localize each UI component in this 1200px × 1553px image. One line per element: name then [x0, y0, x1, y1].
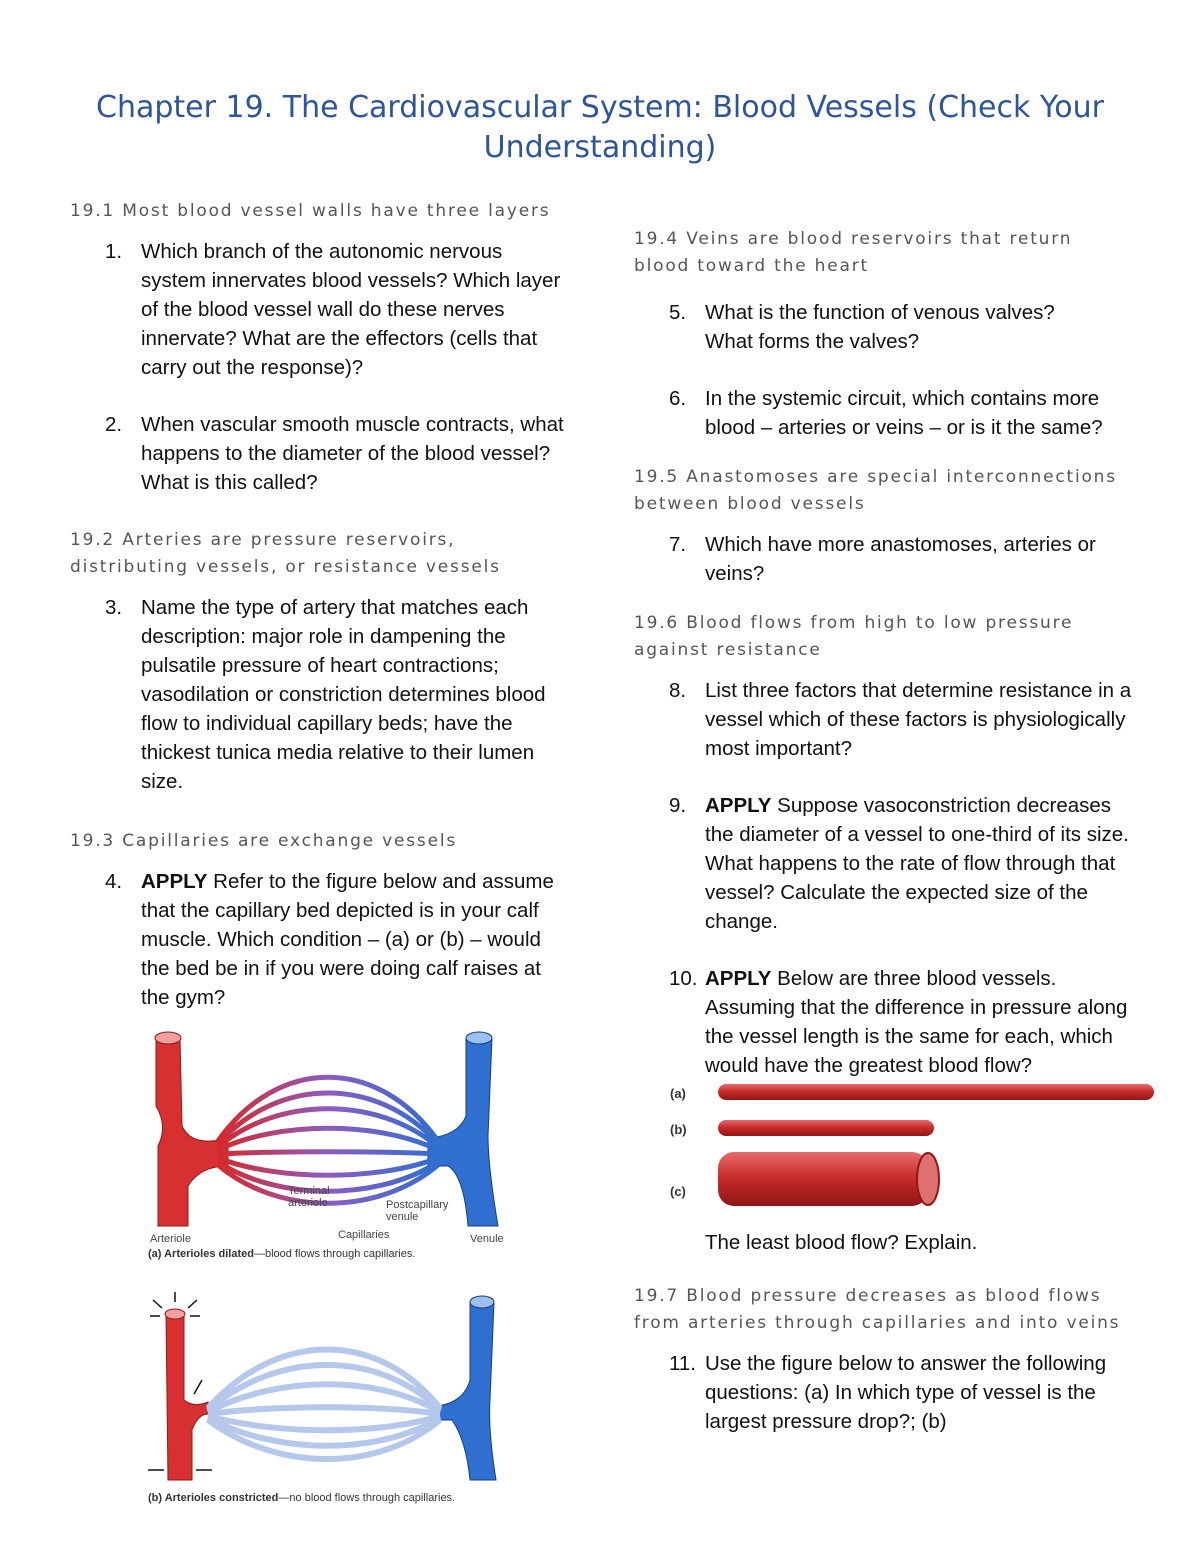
arteriole-opening	[155, 1032, 181, 1044]
section-heading-19-3: 19.3 Capillaries are exchange vessels	[70, 831, 458, 851]
vessel-c-opening	[917, 1153, 939, 1205]
question-text: In the systemic circuit, which contains more blood – arteries or veins – or is it the same?	[705, 387, 1103, 439]
question-text: Which have more anastomoses, arteries or veins?	[705, 533, 1096, 585]
question-text: What is the function of venous valves? What forms the valves?	[705, 301, 1055, 353]
question-text: When vascular smooth muscle contracts, what happens to the diameter of the blood vessel? What is this called?	[141, 413, 564, 494]
question-text	[141, 867, 570, 1012]
question-6	[634, 384, 1134, 442]
section-heading-19-4: 19.4 Veins are blood reservoirs that return blood toward the heart	[634, 229, 1073, 276]
label-postcapillary: Postcapillary	[386, 1199, 449, 1211]
apply-label: APPLY	[705, 967, 772, 990]
caption-b-rest: —no blood flows through capillaries.	[278, 1492, 456, 1504]
vessel-c	[718, 1152, 928, 1206]
question-text	[705, 791, 1134, 936]
question-9	[634, 791, 1134, 936]
question-body: Suppose vasoconstriction decreases the diameter of a vessel to one-third of its size. What happens to the rate of flow through that vessel? Calculate the expected size of the change.	[705, 794, 1129, 933]
section-heading-19-2: 19.2 Arteries are pressure reservoirs, distributing vessels, or resistance vessels	[70, 530, 501, 577]
venule-opening	[470, 1296, 494, 1308]
question-number: 7.	[669, 533, 687, 556]
question-number: 3.	[105, 596, 123, 619]
question-5	[634, 298, 1134, 356]
arteriole-vessel	[156, 1038, 228, 1226]
label-terminal: Terminal	[288, 1185, 330, 1197]
question-10-followup	[634, 1228, 1134, 1257]
label-arteriole-small: arteriole	[288, 1197, 328, 1209]
caption-a-bold: (a) Arterioles dilated	[148, 1248, 254, 1260]
question-text: Which branch of the autonomic nervous system innervates blood vessels? Which layer of the blood vessel wall do these nerves innervate? What are the effectors (cells that carry out the response)?	[141, 240, 561, 379]
caption-b-bold: (b) Arterioles constricted	[148, 1492, 279, 1504]
question-text: Name the type of artery that matches each description: major role in dampening the pulsatile pressure of heart contractions; vasodilation or constriction determines blood flow to individual capillary beds; have the thickest tunica media relative to their lumen size.	[141, 596, 546, 793]
apply-label: APPLY	[705, 794, 772, 817]
vessel-label-a: (a)	[670, 1086, 686, 1101]
question-text: Use the figure below to answer the following questions: (a) In which type of vessel is the largest pressure drop?; (b)	[705, 1352, 1107, 1433]
venule-vessel	[428, 1038, 498, 1226]
caption-a-rest: —blood flows through capillaries.	[253, 1248, 416, 1260]
venule-vessel	[438, 1302, 496, 1480]
question-2	[70, 410, 570, 497]
caption-b	[148, 1492, 570, 1504]
label-capillaries: Capillaries	[338, 1229, 390, 1241]
question-number: 8.	[669, 679, 687, 702]
question-1	[70, 237, 570, 382]
arteriole-opening	[165, 1309, 185, 1319]
question-number: 10.	[669, 967, 698, 990]
question-number: 5.	[669, 301, 687, 324]
venule-opening	[466, 1032, 492, 1044]
question-text	[705, 964, 1134, 1080]
label-venule-small: venule	[386, 1211, 419, 1223]
question-number: 6.	[669, 387, 687, 410]
right-column	[634, 226, 1134, 1464]
question-number: 9.	[669, 794, 687, 817]
vessels-figure	[634, 1084, 1154, 1214]
question-body: Refer to the figure below and assume that the capillary bed depicted is in your calf muscle. Which condition – (a) or (b) – would the bed be in if you were doing calf raises at the gym?	[141, 870, 554, 1009]
capillary-network-empty	[208, 1350, 440, 1460]
apply-label: APPLY	[141, 870, 208, 893]
question-number: 2.	[105, 413, 123, 436]
capillary-figure-dilated	[148, 1026, 568, 1246]
question-3	[70, 593, 570, 796]
vessel-b	[718, 1120, 934, 1136]
followup-text: The least blood flow? Explain.	[705, 1231, 978, 1254]
vessel-label-b: (b)	[670, 1122, 687, 1137]
label-venule: Venule	[470, 1233, 504, 1245]
question-7	[634, 530, 1134, 588]
section-heading-19-6: 19.6 Blood flows from high to low pressure against resistance	[634, 613, 1074, 660]
question-8	[634, 676, 1134, 763]
capillary-figure-constricted	[148, 1290, 568, 1490]
label-arteriole: Arteriole	[150, 1233, 191, 1245]
question-text: List three factors that determine resistance in a vessel which of these factors is physiologically most important?	[705, 679, 1132, 760]
arteriole-vessel	[166, 1314, 208, 1480]
section-heading-19-7: 19.7 Blood pressure decreases as blood flows from arteries through capillaries and into veins	[634, 1286, 1121, 1333]
page-title: Chapter 19. The Cardiovascular System: Blood Vessels (Check Your Understanding)	[96, 90, 1104, 165]
question-number: 1.	[105, 240, 123, 263]
vessel-label-c: (c)	[670, 1184, 686, 1199]
question-number: 4.	[105, 870, 123, 893]
section-heading-19-1: 19.1 Most blood vessel walls have three layers	[70, 201, 551, 221]
caption-a	[148, 1248, 570, 1260]
question-number: 11.	[669, 1352, 696, 1375]
vessel-a	[718, 1084, 1154, 1100]
question-body: Below are three blood vessels. Assuming that the difference in pressure along the vessel length is the same for each, which would have the greatest blood flow?	[705, 967, 1128, 1077]
question-11	[634, 1349, 1134, 1436]
left-column	[70, 198, 570, 1504]
question-10	[634, 964, 1134, 1080]
section-heading-19-5: 19.5 Anastomoses are special interconnections between blood vessels	[634, 467, 1117, 514]
question-4	[70, 867, 570, 1012]
